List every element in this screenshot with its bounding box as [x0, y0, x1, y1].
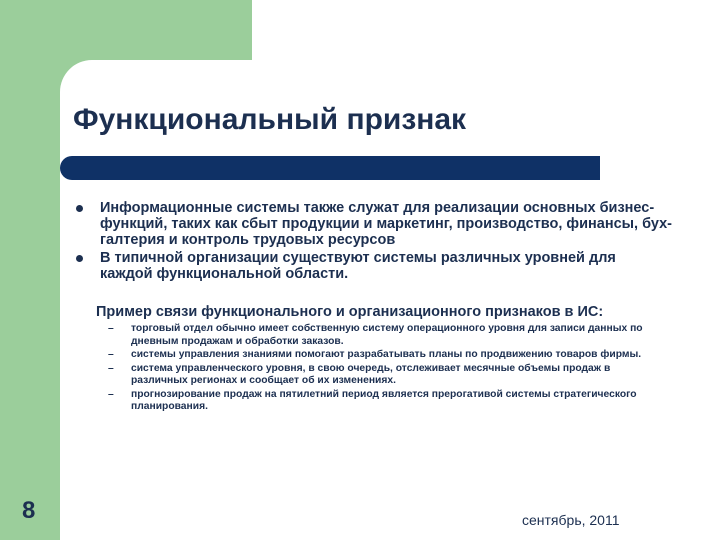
sub-item [108, 389, 668, 414]
sub-item-text: системы управления знаниями помогают разрабатывать планы по продвижению товаров фирмы. [131, 349, 642, 360]
bullet-item [72, 200, 672, 248]
sub-list [108, 323, 668, 415]
dash-icon: – [108, 362, 114, 374]
dash-icon: – [108, 349, 114, 360]
dash-icon: – [108, 388, 114, 400]
sub-item-text: система управленческого уровня, в свою очередь, отслеживает месячные объемы продаж в различных регионах и сообщает об их изменениях. [131, 362, 611, 386]
sub-item [108, 323, 668, 348]
bullet-dot-icon [76, 255, 83, 262]
title-underline-bar [60, 156, 600, 180]
sub-item-text: прогнозирование продаж на пятилетний период является прерогативой системы стратегического планирования. [131, 388, 637, 412]
bullet-text: Информационные системы также служат для реализации основных бизнес-функций, таких как сбыт продукции и маркетинг, производство, финансы, бух-галтерия и контроль трудовых ресурсов [100, 200, 673, 248]
slide-title: Функциональный признак [73, 103, 467, 136]
example-heading: Пример связи функционального и организационного признаков в ИС: [96, 304, 604, 320]
sub-item [108, 349, 668, 362]
page-number: 8 [22, 497, 36, 524]
dash-icon: – [108, 323, 114, 334]
footer-date: сентябрь, 2011 [522, 512, 620, 528]
bullet-dot-icon [76, 205, 83, 212]
bullet-item [72, 250, 672, 282]
sub-item [108, 363, 668, 388]
sub-item-text: торговый отдел обычно имеет собственную систему операционного уровня для записи данных по дневным продажам и обработки заказов. [131, 323, 643, 347]
bullet-text: В типичной организации существуют системы различных уровней для каждой функциональной области. [100, 250, 616, 282]
bullet-list [72, 200, 672, 284]
